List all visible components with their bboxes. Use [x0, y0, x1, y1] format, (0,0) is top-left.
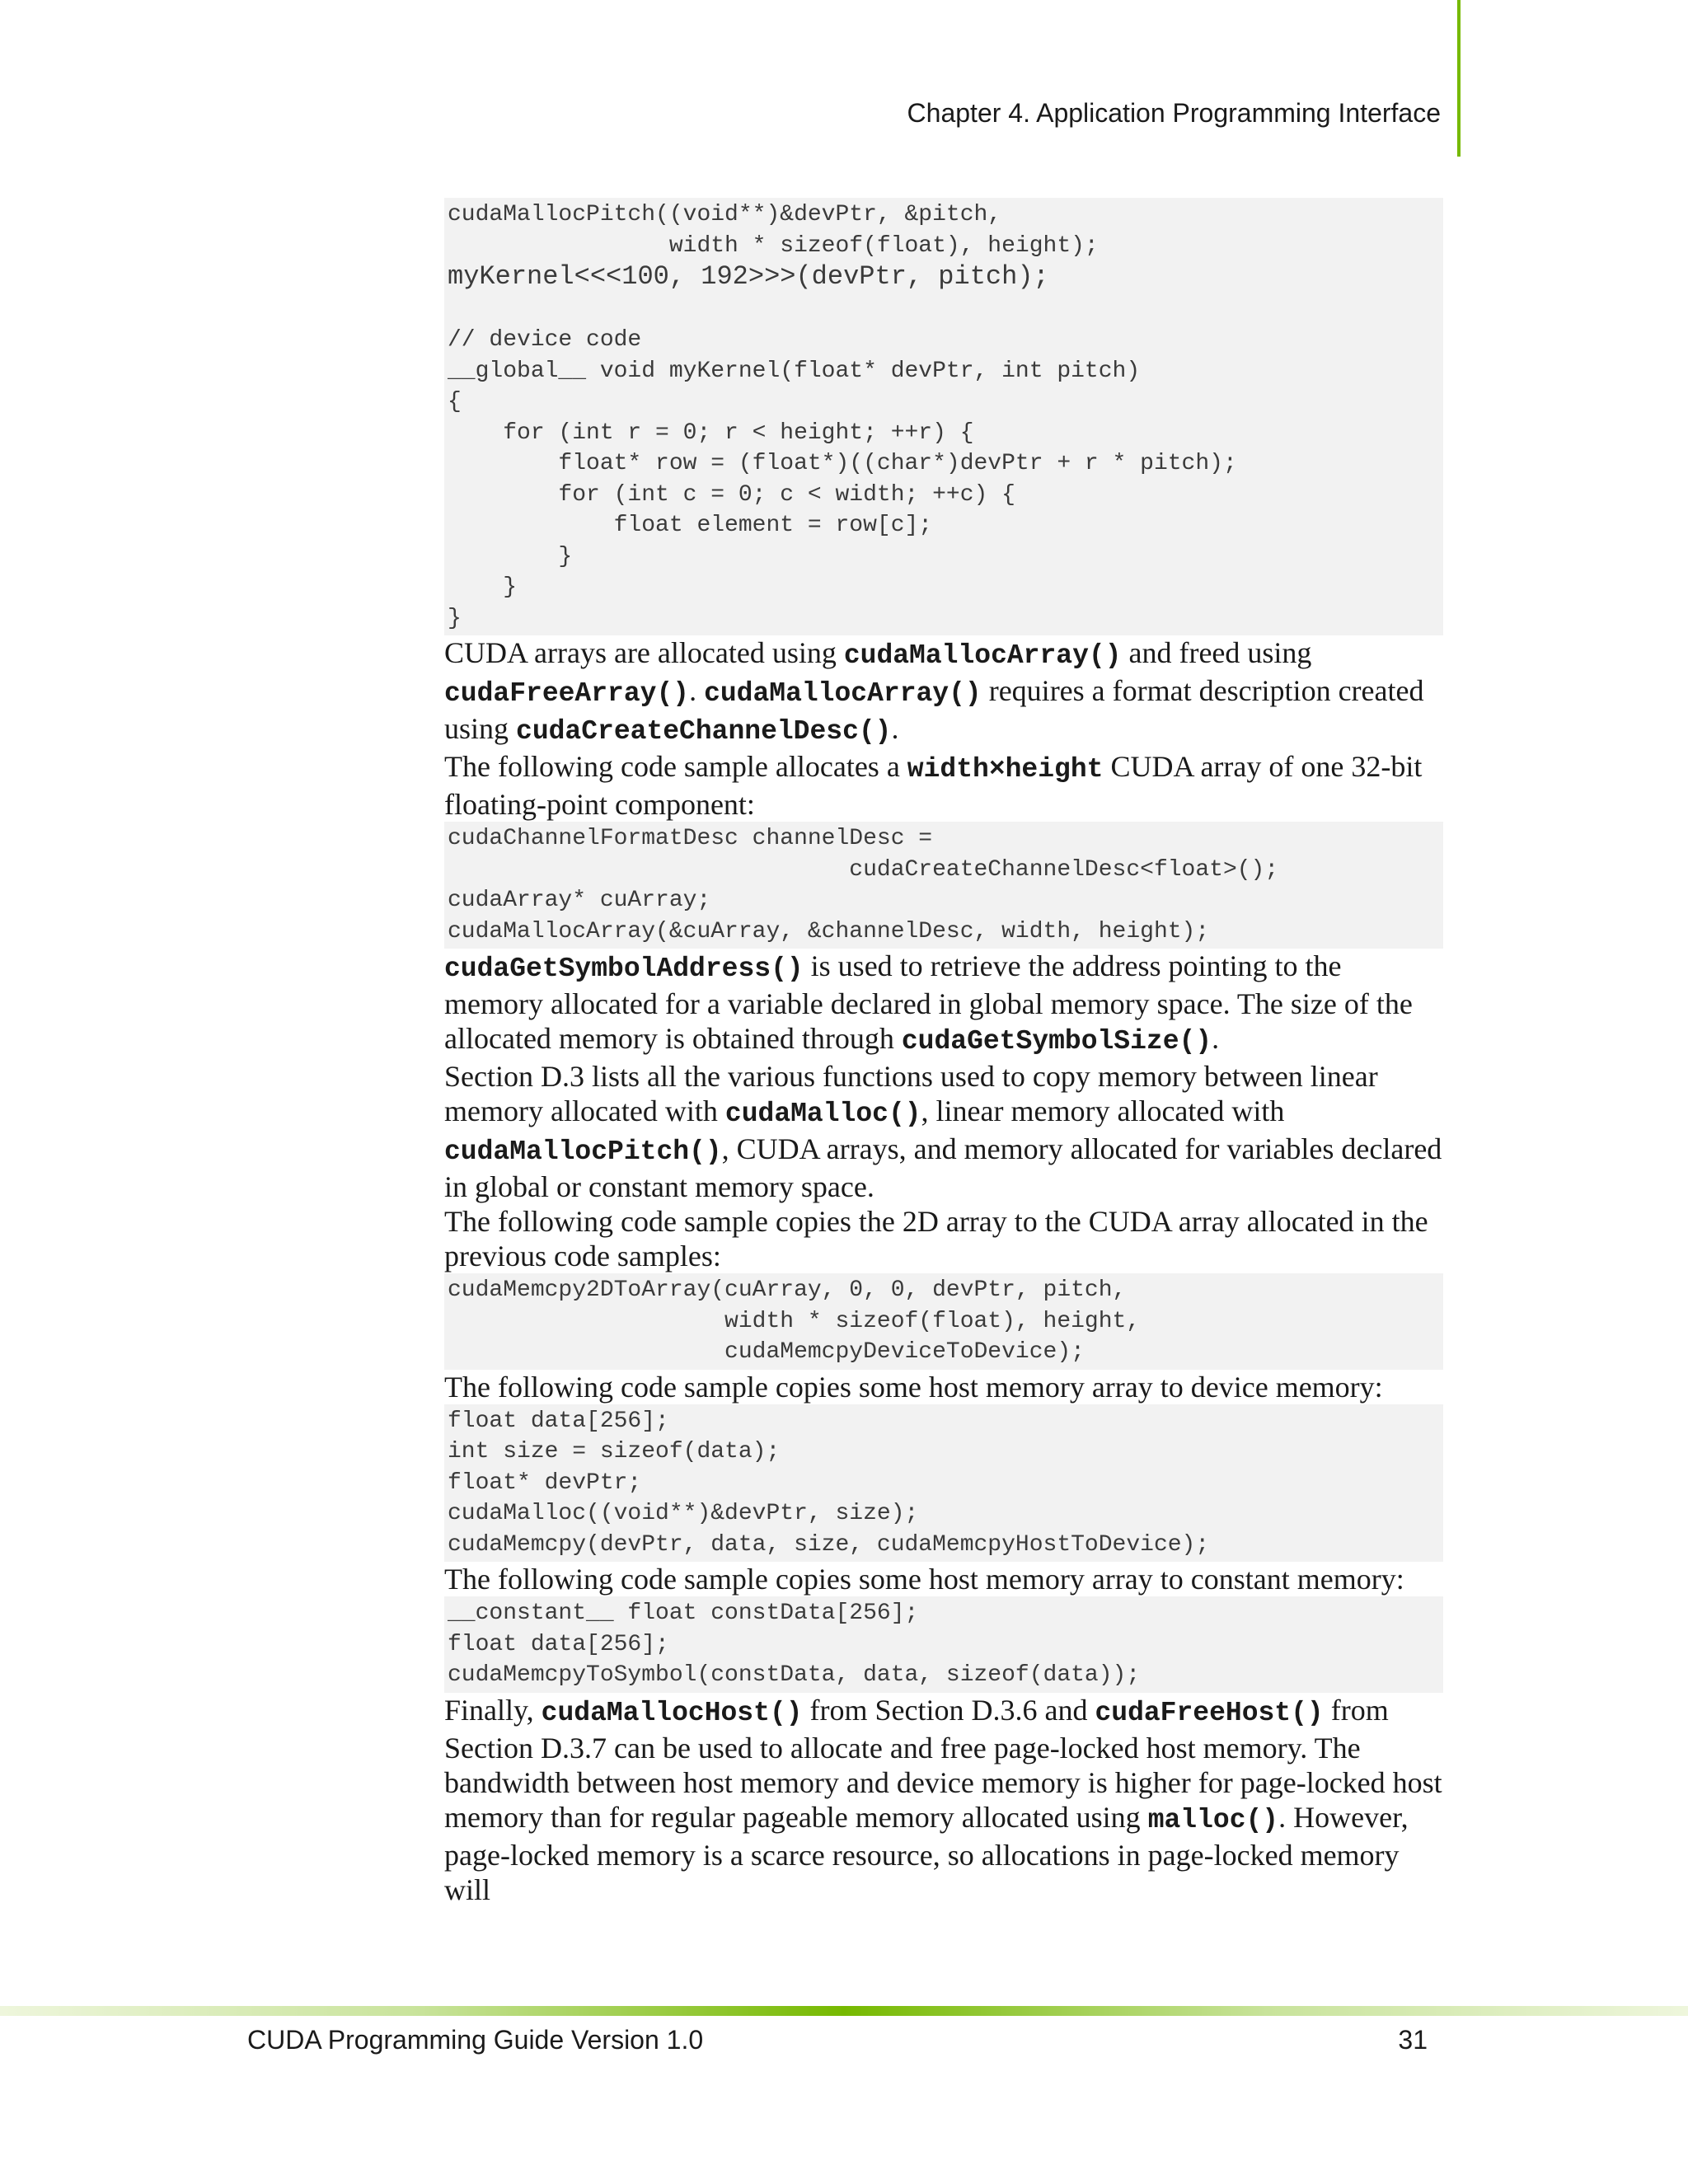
paragraph-array-sample-intro: The following code sample allocates a width×height CUDA array of one 32-bit floating-point component:	[444, 750, 1423, 821]
footer-page-number: 31	[1398, 2025, 1428, 2055]
code-line: float element = row[c];	[448, 513, 933, 538]
code-line: cudaMemcpy2DToArray(cuArray, 0, 0, devPtr, pitch,	[448, 1277, 1127, 1303]
paragraph-cuda-arrays: CUDA arrays are allocated using cudaMallocArray() and freed using cudaFreeArray(). cudaMallocArray() requires a format description created using cudaCreateChannelDesc().	[444, 636, 1424, 747]
code-line: width * sizeof(float), height);	[448, 232, 1099, 259]
code-block-memcpy-device	[444, 1404, 1443, 1563]
header-accent-rule	[1457, 0, 1461, 157]
paragraph-host-to-device-intro: The following code sample copies some host memory array to device memory:	[444, 1370, 1383, 1404]
code-block-pitch-kernel	[444, 198, 1443, 635]
code-line: for (int c = 0; c < width; ++c) {	[448, 481, 1015, 508]
paragraph-2d-copy-intro: The following code sample copies the 2D array to the CUDA array allocated in the previous code samples:	[444, 1205, 1428, 1272]
code-line: cudaMemcpyDeviceToDevice);	[448, 1339, 1085, 1365]
code-line: cudaArray* cuArray;	[448, 888, 711, 913]
code-line: myKernel<<<100, 192>>>(devPtr, pitch);	[448, 261, 1049, 292]
code-block-malloc-array	[444, 822, 1443, 949]
code-line: float* devPtr;	[448, 1469, 642, 1496]
code-line: cudaMalloc((void**)&devPtr, size);	[448, 1501, 919, 1526]
code-line: cudaMallocPitch((void**)&devPtr, &pitch,	[448, 202, 1002, 227]
code-line: float* row = (float*)((char*)devPtr + r * pitch);	[448, 451, 1237, 476]
paragraph-copy-functions: Section D.3 lists all the various functions used to copy memory between linear memory allocated with cudaMalloc(), linear memory allocated with cudaMallocPitch(), CUDA arrays, and memory allocated for variables declared in global or constant memory space.	[444, 1060, 1442, 1203]
code-block-memcpy-symbol	[444, 1596, 1443, 1693]
code-line: }	[448, 543, 573, 569]
code-line: // device code	[448, 327, 642, 353]
code-line: cudaMemcpyToSymbol(constData, data, sizeof(data));	[448, 1662, 1141, 1688]
footer-accent-band	[0, 2006, 1688, 2016]
code-line: cudaMallocArray(&cuArray, &channelDesc, width, height);	[448, 918, 1210, 944]
code-line: cudaChannelFormatDesc channelDesc =	[448, 826, 933, 851]
paragraph-page-locked-memory: Finally, cudaMallocHost() from Section D.3.6 and cudaFreeHost() from Section D.3.7 can be used to allocate and free page-locked host memory. The bandwidth between host memory and device memory is higher for page-locked host memory than for regular pageable memory allocated using malloc(). However, page-locked memory is a scarce resource, so allocations in page-locked memory will	[444, 1693, 1442, 1906]
code-line: __global__ void myKernel(float* devPtr, int pitch)	[448, 358, 1141, 384]
code-line: __constant__ float constData[256];	[448, 1601, 919, 1626]
footer-guide-title: CUDA Programming Guide Version 1.0	[247, 2025, 704, 2055]
code-line: float data[256];	[448, 1631, 669, 1657]
code-line: cudaCreateChannelDesc<float>();	[448, 856, 1279, 883]
code-line: int size = sizeof(data);	[448, 1439, 781, 1465]
code-line: for (int r = 0; r < height; ++r) {	[448, 419, 974, 446]
code-line: {	[448, 389, 462, 415]
code-line: }	[448, 605, 462, 631]
page-content	[444, 198, 1443, 1907]
code-line: width * sizeof(float), height,	[448, 1308, 1141, 1334]
code-line: cudaMemcpy(devPtr, data, size, cudaMemcpyHostToDevice);	[448, 1531, 1210, 1558]
code-block-memcpy2d	[444, 1273, 1443, 1370]
paragraph-host-to-constant-intro: The following code sample copies some host memory array to constant memory:	[444, 1563, 1404, 1596]
page-header-title: Chapter 4. Application Programming Interface	[907, 98, 1441, 128]
code-line: }	[448, 574, 518, 600]
paragraph-symbol-address: cudaGetSymbolAddress() is used to retrieve the address pointing to the memory allocated for a variable declared in global memory space. The size of the allocated memory is obtained through cudaGetSymbolSize().	[444, 949, 1413, 1057]
code-line: float data[256];	[448, 1408, 669, 1434]
